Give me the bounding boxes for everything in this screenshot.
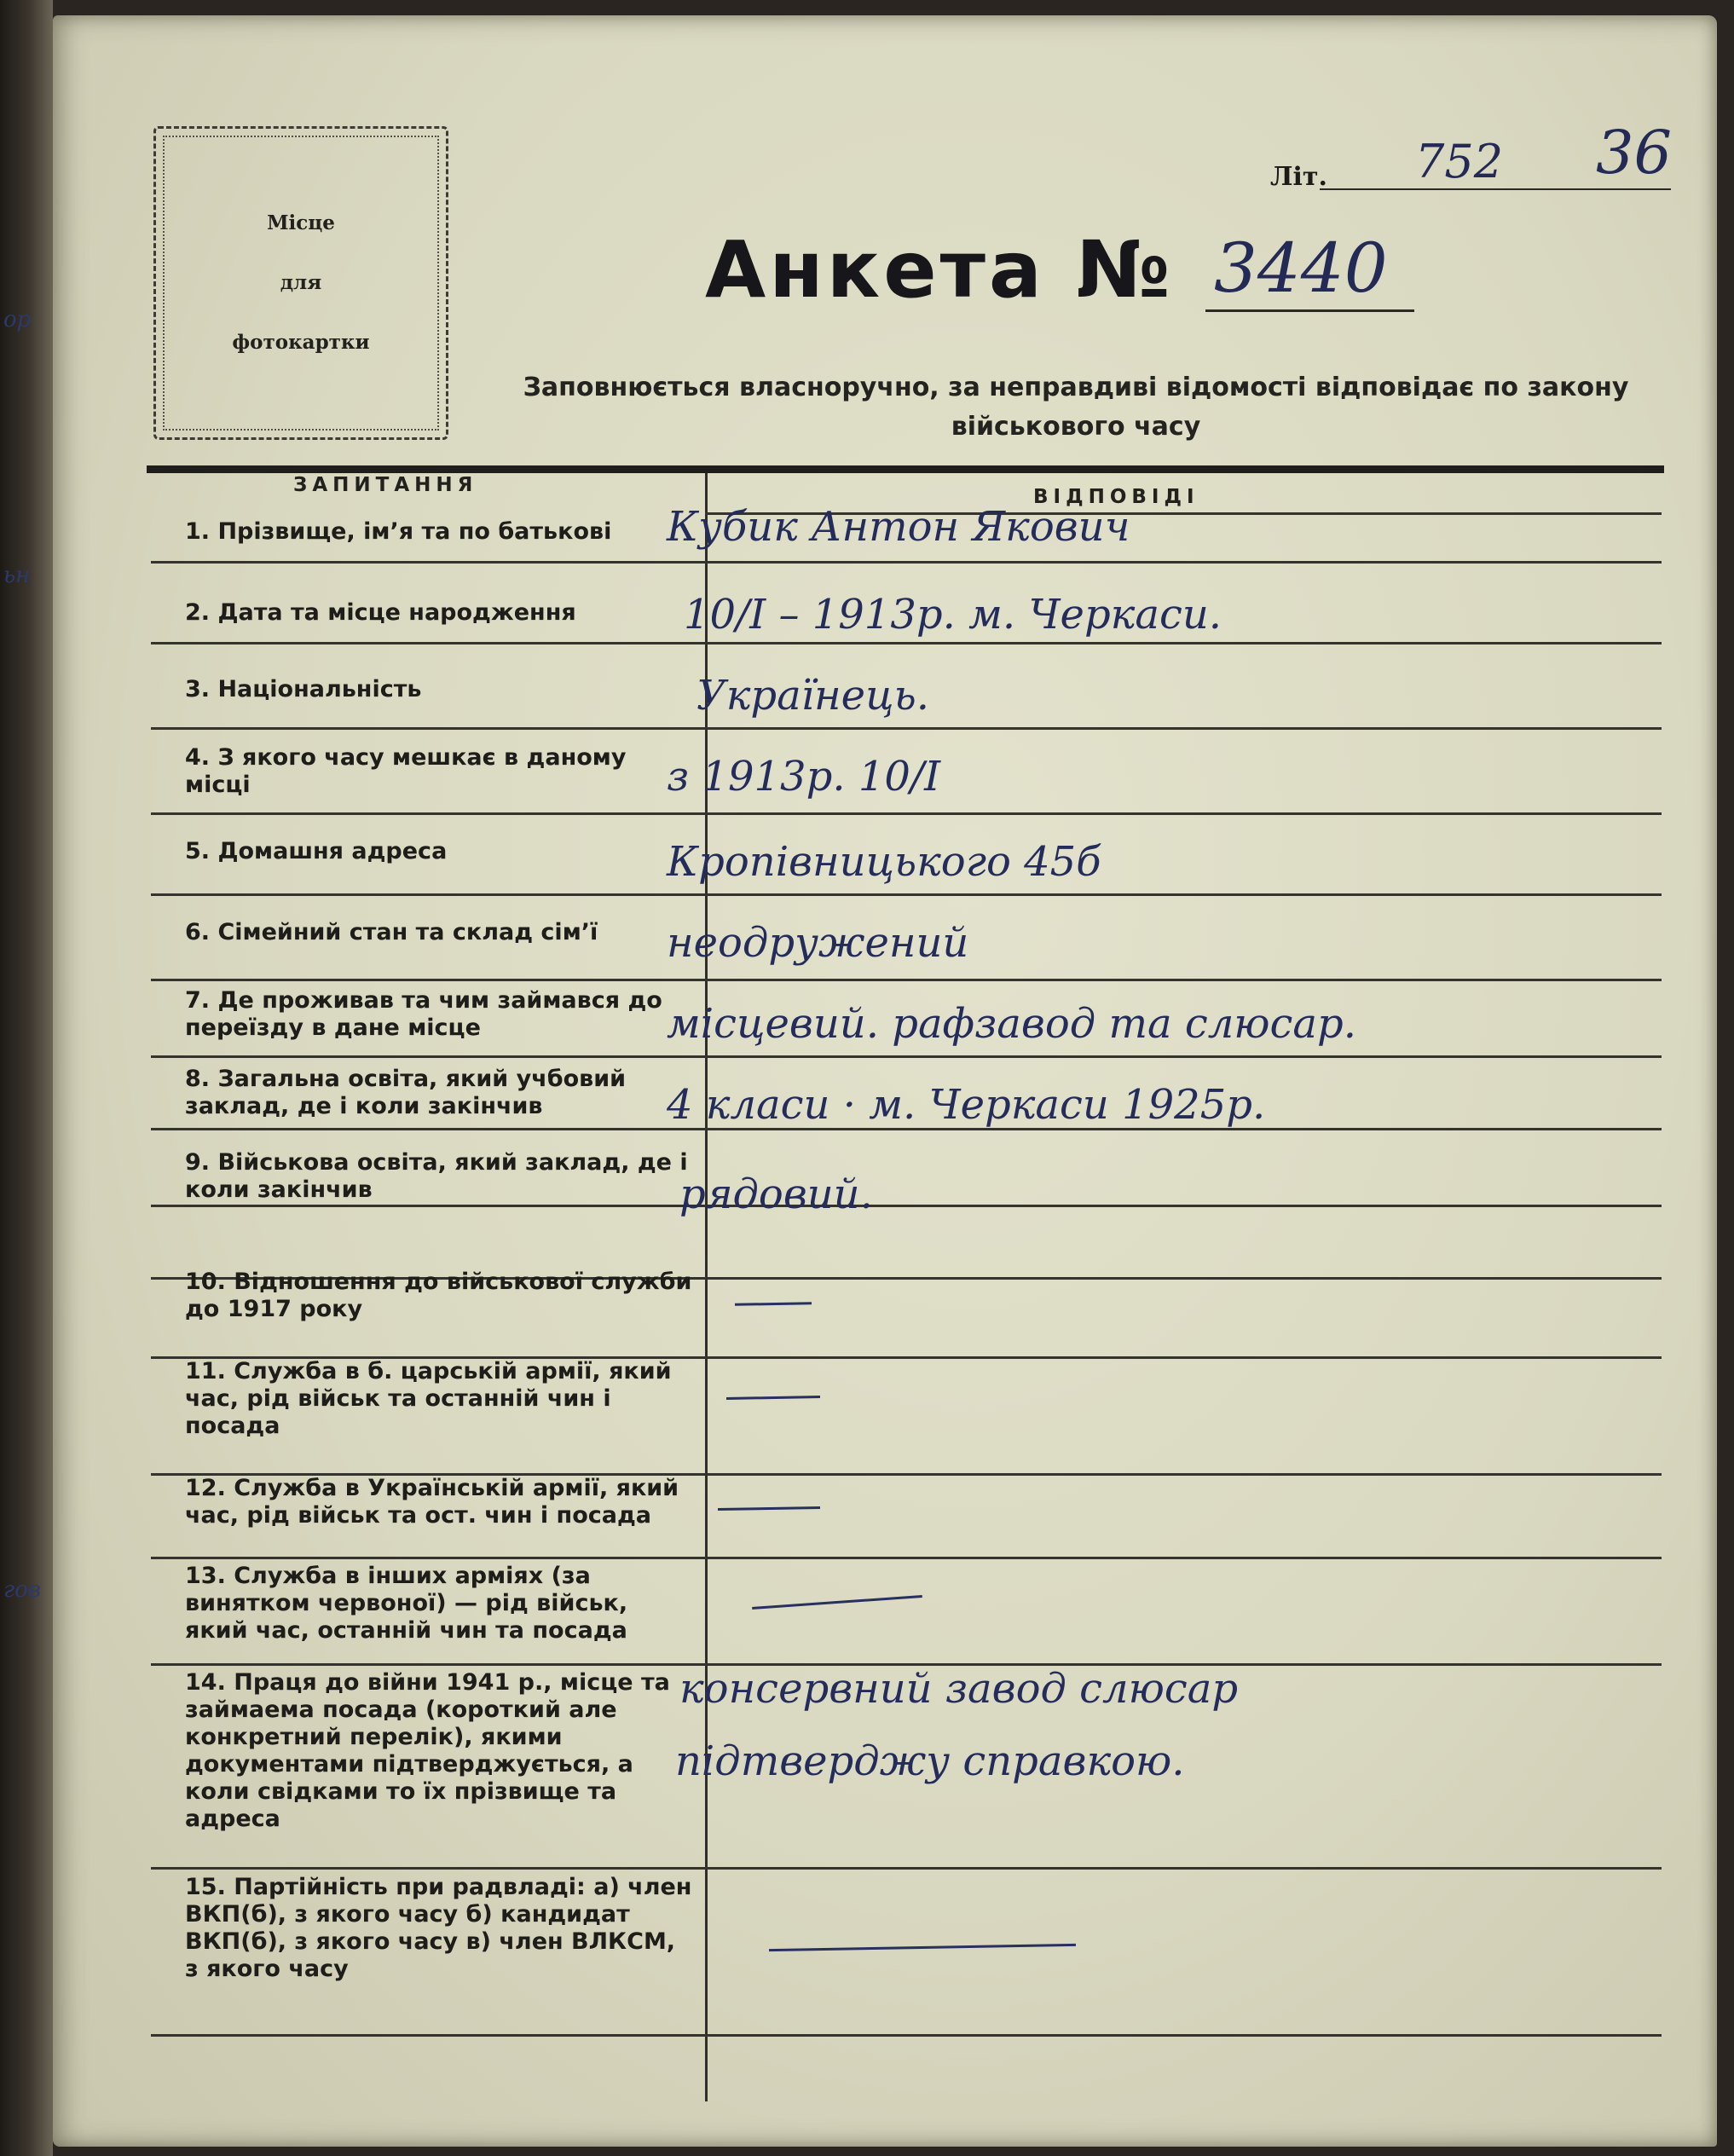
answer-4: з 1913р. 10/І [667,753,941,801]
answer-6: неодружений [667,919,969,967]
question-6: 6. Сімейний стан та склад сім’ї [185,919,598,945]
row-line [151,1205,1662,1207]
row-line [151,979,1662,981]
form-title-text: Анкета № [705,224,1174,315]
answer-14-line2: підтверджу справкою. [675,1737,1185,1785]
answer-15-dash [769,1944,1076,1951]
question-5: 5. Домашня адреса [185,838,448,864]
lit-value: 752 [1415,135,1504,188]
table-top-rule [147,465,1664,473]
question-14: 14. Праця до війни 1941 р., місце та займаема посада (короткий але конкретний перелік), якими документами підтверджується, а коли свідками то їх прізвище та адреса [185,1669,670,1832]
answer-1: Кубик Антон Якович [667,503,1130,551]
answer-14-line1: консервний завод слюсар [679,1665,1239,1713]
form-number: 3440 [1214,228,1388,308]
answers-column-header: ВІДПОВІДІ [1033,486,1199,508]
question-10: 10. Відношення до військової служби до 1917 року [185,1269,692,1322]
row-line [151,642,1662,644]
answer-5: Кропівницького 45б [667,838,1101,886]
question-2: 2. Дата та місце народження [185,599,576,626]
form-subtitle: Заповнюється власноручно, за неправдиві відомості відповідає по закону військового часу [523,373,1629,442]
previous-page-edge [0,0,53,2156]
row-line [151,812,1662,815]
question-7: 7. Де проживав та чим займався до переїзду в дане місце [185,987,662,1041]
answer-11-dash [726,1396,820,1400]
photo-placeholder [153,126,448,440]
question-8: 8. Загальна освіта, який учбовий заклад, де і коли закінчив [185,1066,627,1119]
answer-3: Українець. [696,672,929,720]
question-12: 12. Служба в Українській армії, який час, рід військ та ост. чин і посада [185,1475,679,1529]
questionnaire-page [53,15,1717,2147]
answer-2: 10/І – 1913р. м. Черкаси. [684,591,1222,639]
corner-number: 36 [1596,118,1673,188]
row-line [151,893,1662,896]
answer-12-dash [718,1506,820,1511]
question-11: 11. Служба в б. царській армії, який час, рід військ та останній чин і посада [185,1358,672,1439]
answer-7: місцевий. рафзавод та слюсар. [667,1000,1357,1048]
form-title [705,224,1174,315]
margin-note: гов [3,1577,41,1603]
answer-10-dash [735,1302,812,1306]
row-line [151,727,1662,730]
photo-label-line1: Місце [267,211,335,234]
question-1: 1. Прізвище, ім’я та по батькові [185,518,612,545]
answer-8: 4 класи · м. Черкаси 1925р. [667,1081,1266,1129]
photo-label-line3: фотокартки [232,331,370,354]
row-line [151,1557,1662,1559]
lit-label: Літ. [1270,162,1327,192]
margin-note: ьн [3,563,31,588]
question-4: 4. З якого часу мешкає в даному місці [185,744,627,798]
question-15: 15. Партійність при радвладі: а) член ВКП(б), з якого часу б) кандидат ВКП(б), з якого часу в) член ВЛКСМ, з якого часу [185,1874,692,1982]
margin-note: ор [3,307,32,332]
photo-label-line2: для [280,271,322,294]
question-13: 13. Служба в інших арміях (за винятком червоної) — рід військ, який час, останній чин та посада [185,1563,628,1644]
row-line [151,1055,1662,1058]
row-line [151,2034,1662,2037]
row-line [151,1867,1662,1870]
questions-column-header: ЗАПИТАННЯ [293,474,478,496]
question-3: 3. Національність [185,676,422,702]
row-line [151,561,1662,564]
answer-13-dash [752,1595,922,1610]
question-9: 9. Військова освіта, який заклад, де і коли закінчив [185,1149,688,1203]
answer-9: рядовий. [679,1170,873,1218]
